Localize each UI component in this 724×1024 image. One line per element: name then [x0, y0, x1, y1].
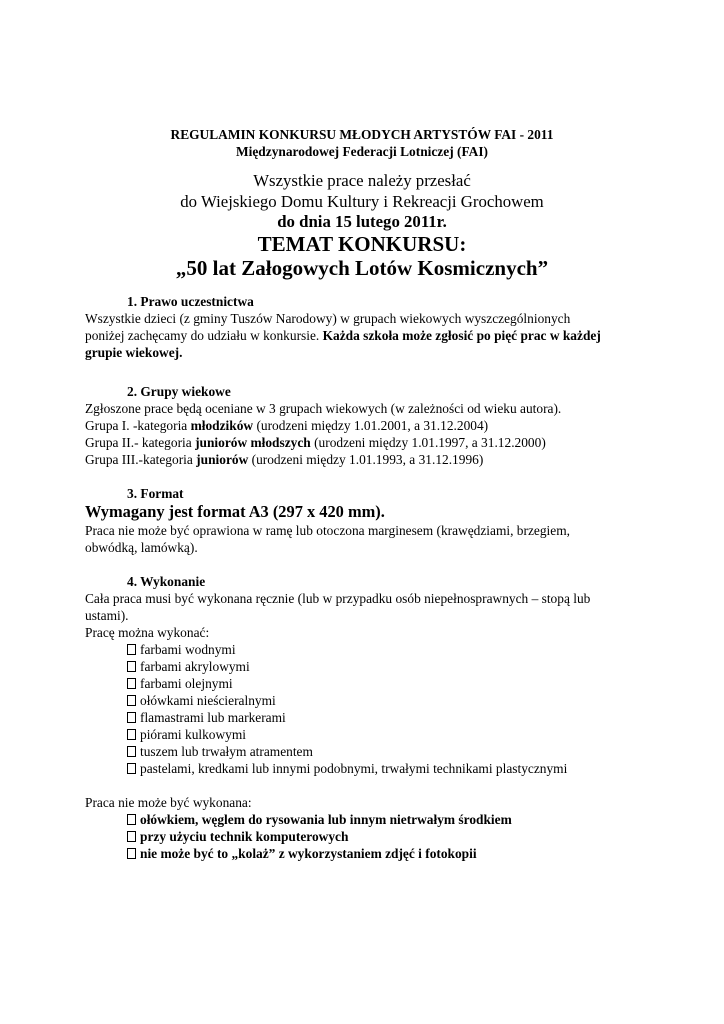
- section-1-text-line-1: Wszystkie dzieci (z gminy Tuszów Narodowy) w grupach wiekowych wyszczególnionych: [85, 311, 571, 326]
- list-item: [127, 743, 645, 760]
- format-requirement: Wymagany jest format A3 (297 x 420 mm).: [85, 502, 385, 521]
- topic-title: „50 lat Załogowych Lotów Kosmicznych”: [175, 256, 549, 280]
- checkbox-bullet-icon: [127, 678, 136, 689]
- checkbox-bullet-icon: [127, 746, 136, 757]
- section-3-text-line-2: obwódką, lamówką).: [85, 540, 198, 555]
- list-item-text: farbami olejnymi: [140, 676, 233, 691]
- list-item: [127, 709, 645, 726]
- document-title: REGULAMIN KONKURSU MŁODYCH ARTYSTÓW FAI - 2011: [170, 127, 554, 142]
- send-instruction-line-2: do Wiejskiego Domu Kultury i Rekreacji Grochowem: [180, 192, 544, 211]
- checkbox-bullet-icon: [127, 831, 136, 842]
- list-item: [127, 845, 645, 862]
- list-item-text: ołówkiem, węglem do rysowania lub innym nietrwałym środkiem: [140, 812, 512, 827]
- deadline: do dnia 15 lutego 2011r.: [277, 212, 447, 231]
- list-item-text: nie może być to „kolaż” z wykorzystaniem zdjęć i fotokopii: [140, 846, 477, 861]
- age-group-3-category: juniorów: [196, 452, 249, 467]
- list-item: [127, 658, 645, 675]
- allowed-techniques-list: [85, 641, 645, 777]
- list-item: [127, 828, 645, 845]
- list-item-text: przy użyciu technik komputerowych: [140, 829, 349, 844]
- checkbox-bullet-icon: [127, 763, 136, 774]
- allowed-techniques-intro: Pracę można wykonać:: [85, 625, 210, 640]
- section-3-text-line-1: Praca nie może być oprawiona w ramę lub otoczona marginesem (krawędziami, brzegiem,: [85, 523, 570, 538]
- section-1-text-bold-end: grupie wiekowej.: [85, 345, 183, 360]
- checkbox-bullet-icon: [127, 661, 136, 672]
- age-group-1-category: młodzików: [190, 418, 254, 433]
- document-header: [0, 126, 724, 280]
- list-item: [127, 760, 645, 777]
- list-item: [127, 692, 645, 709]
- age-group-1-prefix: Grupa I. -kategoria: [85, 418, 191, 433]
- list-item: [127, 675, 645, 692]
- list-item-text: farbami wodnymi: [140, 642, 236, 657]
- section-3-title: 3. Format: [127, 486, 184, 501]
- document-body: [85, 293, 645, 862]
- age-group-3-dates: (urodzeni między 1.01.1993, a 31.12.1996): [248, 452, 484, 467]
- checkbox-bullet-icon: [127, 848, 136, 859]
- section-1-text-bold: Każda szkoła może zgłosić po pięć prac w każdej: [322, 328, 601, 343]
- list-item-text: farbami akrylowymi: [140, 659, 250, 674]
- age-group-2-prefix: Grupa II.- kategoria: [85, 435, 196, 450]
- age-group-2-dates: (urodzeni między 1.01.1997, a 31.12.2000): [310, 435, 546, 450]
- checkbox-bullet-icon: [127, 814, 136, 825]
- age-group-2-category: juniorów młodszych: [195, 435, 311, 450]
- section-1-title: 1. Prawo uczestnictwa: [127, 294, 254, 309]
- section-4-title: 4. Wykonanie: [127, 574, 206, 589]
- checkbox-bullet-icon: [127, 695, 136, 706]
- age-group-1-dates: (urodzeni między 1.01.2001, a 31.12.2004): [253, 418, 489, 433]
- age-group-2: [85, 434, 645, 451]
- list-item: [127, 726, 645, 743]
- age-group-1: [85, 417, 645, 434]
- checkbox-bullet-icon: [127, 729, 136, 740]
- list-item-text: tuszem lub trwałym atramentem: [140, 744, 313, 759]
- forbidden-techniques-intro: Praca nie może być wykonana:: [85, 795, 252, 810]
- section-2-intro: Zgłoszone prace będą oceniane w 3 grupach wiekowych (w zależności od wieku autora).: [85, 401, 562, 416]
- list-item: [127, 811, 645, 828]
- list-item: [127, 641, 645, 658]
- section-1-text-line-3: [85, 344, 645, 361]
- checkbox-bullet-icon: [127, 644, 136, 655]
- list-item-text: flamastrami lub markerami: [140, 710, 286, 725]
- list-item-text: piórami kulkowymi: [140, 727, 247, 742]
- forbidden-techniques-list: [85, 811, 645, 862]
- section-2-title: 2. Grupy wiekowe: [127, 384, 231, 399]
- age-group-3: [85, 451, 645, 468]
- list-item-text: pastelami, kredkami lub innymi podobnymi, trwałymi technikami plastycznymi: [140, 761, 568, 776]
- section-4-text-line-2: ustami).: [85, 608, 129, 623]
- document-subtitle: Międzynarodowej Federacji Lotniczej (FAI): [236, 144, 488, 159]
- list-item-text: ołówkami nieścieralnymi: [140, 693, 276, 708]
- checkbox-bullet-icon: [127, 712, 136, 723]
- send-instruction-line-1: Wszystkie prace należy przesłać: [253, 171, 471, 190]
- section-4-text-line-1: Cała praca musi być wykonana ręcznie (lub w przypadku osób niepełnosprawnych – stopą lub: [85, 591, 591, 606]
- section-1-text-line-2: [85, 327, 645, 344]
- topic-label: TEMAT KONKURSU:: [257, 232, 467, 256]
- section-1-text-normal: poniżej zachęcamy do udziału w konkursie.: [85, 328, 323, 343]
- age-group-3-prefix: Grupa III.-kategoria: [85, 452, 197, 467]
